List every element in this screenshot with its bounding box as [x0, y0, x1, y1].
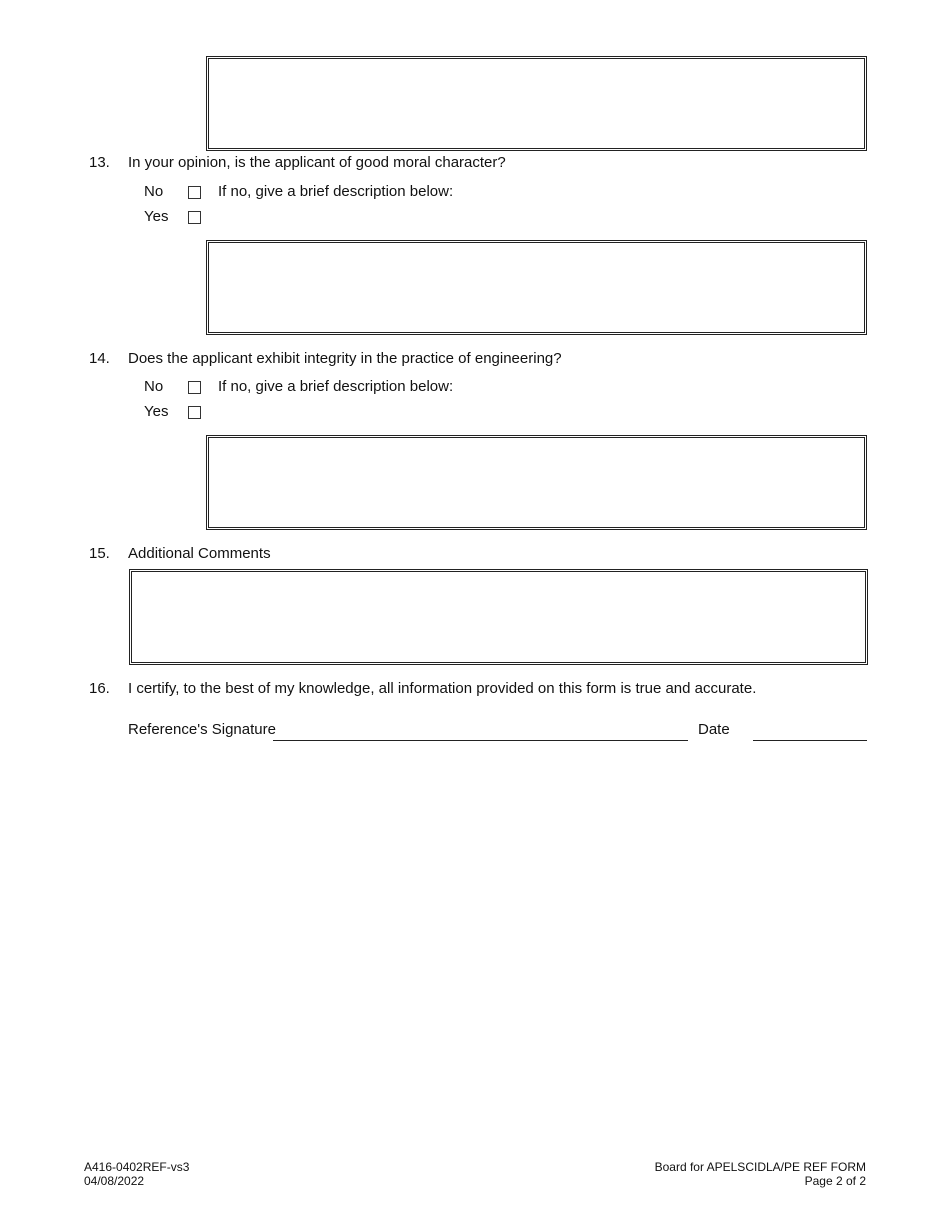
signature-label: Reference's Signature: [128, 721, 276, 738]
footer-board-name: Board for APELSCIDLA/PE REF FORM: [654, 1160, 866, 1174]
question-14-no-label: No: [144, 378, 164, 395]
footer-form-code: A416-0402REF-vs3: [84, 1160, 190, 1174]
question-14-no-checkbox[interactable]: [188, 381, 201, 394]
question-14-description-box[interactable]: [206, 435, 867, 530]
previous-answer-box[interactable]: [206, 56, 867, 151]
footer-form-date: 04/08/2022: [84, 1174, 145, 1188]
question-13-no-checkbox[interactable]: [188, 186, 201, 199]
question-13-yes-checkbox[interactable]: [188, 211, 201, 224]
question-13-number: 13.: [89, 154, 110, 171]
question-16-text: I certify, to the best of my knowledge, all information provided on this form is true and accurate.: [128, 680, 757, 697]
question-15-text: Additional Comments: [128, 545, 271, 562]
footer-page-number: Page 2 of 2: [804, 1174, 866, 1188]
additional-comments-box[interactable]: [129, 569, 868, 665]
date-label: Date: [698, 721, 730, 738]
signature-line[interactable]: [273, 740, 688, 741]
question-13-yes-label: Yes: [144, 208, 169, 225]
question-13-text: In your opinion, is the applicant of good moral character?: [128, 154, 506, 171]
question-16-number: 16.: [89, 680, 110, 697]
question-14-yes-checkbox[interactable]: [188, 406, 201, 419]
question-14-number: 14.: [89, 350, 110, 367]
question-15-number: 15.: [89, 545, 110, 562]
question-14-instruction: If no, give a brief description below:: [218, 378, 454, 395]
question-13-no-label: No: [144, 183, 164, 200]
question-14-text: Does the applicant exhibit integrity in the practice of engineering?: [128, 350, 562, 367]
date-line[interactable]: [753, 740, 867, 741]
question-13-description-box[interactable]: [206, 240, 867, 335]
question-14-yes-label: Yes: [144, 403, 169, 420]
question-13-instruction: If no, give a brief description below:: [218, 183, 454, 200]
